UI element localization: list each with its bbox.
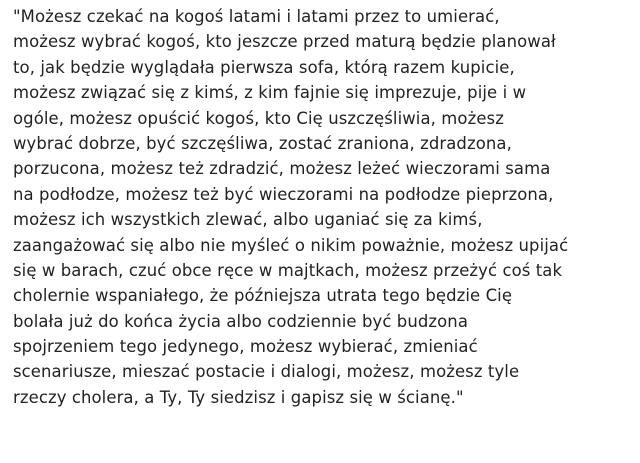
quote-line: "Możesz czekać na kogoś latami i latami przez to umierać,	[13, 7, 500, 26]
quote-line: cholernie wspaniałego, że późniejsza utrata tego będzie Cię	[13, 286, 513, 306]
quote-line: ogóle, możesz opuścić kogoś, kto Cię uszczęśliwia, możesz	[13, 108, 504, 128]
quote-line: rzeczy cholera, a Ty, Ty siedzisz i gapisz się w ścianę."	[13, 387, 464, 407]
quote-line: wybrać dobrze, być szczęśliwa, zostać zraniona, zdradzona,	[13, 133, 512, 153]
quote-line: możesz związać się z kimś, z kim fajnie się imprezuje, pije i w	[13, 83, 527, 103]
quote-line: zaangażować się albo nie myśleć o nikim poważnie, możesz upijać	[13, 235, 569, 255]
quote-line: na podłodze, możesz też być wieczorami na podłodze pieprzona,	[13, 184, 554, 204]
quote-line: możesz wybrać kogoś, kto jeszcze przed maturą będzie planował	[13, 32, 556, 52]
quote-line: się w barach, czuć obce ręce w majtkach, możesz przeżyć coś tak	[13, 260, 563, 280]
quote-text	[13, 4, 635, 410]
quote-line: możesz ich wszystkich zlewać, albo uganiać się za kimś,	[13, 210, 483, 230]
quote-line: to, jak będzie wyglądała pierwsza sofa, którą razem kupicie,	[13, 57, 515, 77]
quote-line: bolała już do końca życia albo codziennie być budzona	[13, 311, 469, 331]
quote-line: porzucona, możesz też zdradzić, możesz leżeć wieczorami sama	[13, 159, 551, 179]
quote-line: scenariusze, mieszać postacie i dialogi, możesz, możesz tyle	[13, 362, 520, 382]
quote-line: spojrzeniem tego jedynego, możesz wybierać, zmieniać	[13, 337, 478, 357]
